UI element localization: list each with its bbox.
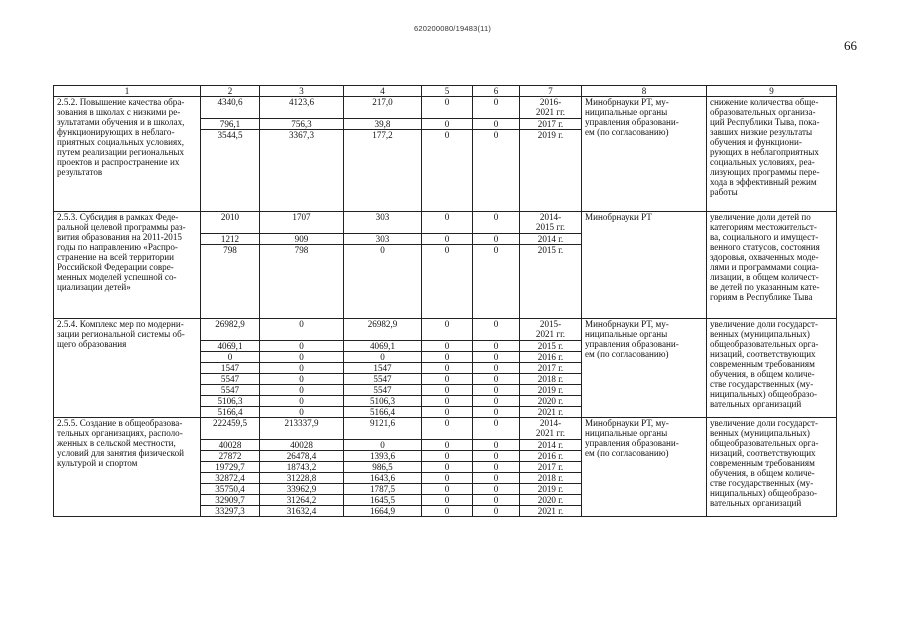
expected-result: увеличение доли государст- венных (муниципальных) общеобразовательных орга- низаций, соответствующих современным требованиям обучения, в общем количе- стве государственных (му- ниципальных) общеобразо- вательных организаций <box>707 418 837 517</box>
value-cell-5: 0 <box>422 495 473 506</box>
value-cell-6: 0 <box>473 374 520 385</box>
value-cell-6: 0 <box>473 319 520 341</box>
value-cell-4: 177,2 <box>344 130 422 212</box>
value-cell-7: 2017 г. <box>520 462 582 473</box>
header-cell: 5 <box>422 86 473 97</box>
measure-name: 2.5.3. Субсидия в рамках Феде- ральной целевой программы раз- вития образования на 2011-2015 годы по направлению «Распро- странение на всей территории Российской Федерации совре- менных моделей успешной со- циализации детей» <box>54 212 201 319</box>
value-cell-3: 0 <box>260 352 344 363</box>
value-cell-6: 0 <box>473 506 520 517</box>
value-cell-4: 1787,5 <box>344 484 422 495</box>
value-cell-7: 2019 г. <box>520 130 582 212</box>
value-cell-6: 0 <box>473 245 520 319</box>
value-cell-3: 0 <box>260 396 344 407</box>
value-cell-5: 0 <box>422 97 473 119</box>
value-cell-6: 0 <box>473 495 520 506</box>
value-cell-5: 0 <box>422 319 473 341</box>
value-cell-4: 1645,5 <box>344 495 422 506</box>
value-cell-2: 35750,4 <box>201 484 260 495</box>
value-cell-7: 2021 г. <box>520 407 582 418</box>
value-cell-2: 40028 <box>201 440 260 451</box>
header-cell: 2 <box>201 86 260 97</box>
value-cell-4: 0 <box>344 440 422 451</box>
value-cell-6: 0 <box>473 418 520 440</box>
value-cell-5: 0 <box>422 484 473 495</box>
value-cell-3: 756,3 <box>260 119 344 130</box>
value-cell-4: 986,5 <box>344 462 422 473</box>
value-cell-2: 27872 <box>201 451 260 462</box>
value-cell-6: 0 <box>473 130 520 212</box>
value-cell-2: 798 <box>201 245 260 319</box>
value-cell-7: 2014- 2021 гг. <box>520 418 582 440</box>
value-cell-4: 303 <box>344 234 422 245</box>
header-cell: 7 <box>520 86 582 97</box>
document-id: 620200080/19483(11) <box>413 24 492 33</box>
value-cell-4: 4069,1 <box>344 341 422 352</box>
value-cell-5: 0 <box>422 385 473 396</box>
value-cell-7: 2016 г. <box>520 451 582 462</box>
expected-result: увеличение доли детей по категориям местожительст- ва, социального и имущест- венного статусов, состояния здоровья, охваченных моде- лями и программами социа- лизации, в общем количест- ве детей по указанным кате- гориям в Республике Тыва <box>707 212 837 319</box>
value-cell-6: 0 <box>473 363 520 374</box>
value-cell-2: 5547 <box>201 385 260 396</box>
value-cell-5: 0 <box>422 212 473 234</box>
value-cell-7: 2020 г. <box>520 495 582 506</box>
value-cell-4: 303 <box>344 212 422 234</box>
value-cell-5: 0 <box>422 341 473 352</box>
value-cell-5: 0 <box>422 506 473 517</box>
value-cell-2: 33297,3 <box>201 506 260 517</box>
value-cell-6: 0 <box>473 212 520 234</box>
value-cell-4: 5547 <box>344 385 422 396</box>
value-cell-5: 0 <box>422 245 473 319</box>
value-cell-2: 1547 <box>201 363 260 374</box>
value-cell-7: 2019 г. <box>520 484 582 495</box>
value-cell-7: 2016- 2021 гг. <box>520 97 582 119</box>
value-cell-6: 0 <box>473 451 520 462</box>
value-cell-7: 2018 г. <box>520 374 582 385</box>
value-cell-5: 0 <box>422 119 473 130</box>
value-cell-2: 1212 <box>201 234 260 245</box>
value-cell-3: 0 <box>260 407 344 418</box>
value-cell-6: 0 <box>473 234 520 245</box>
value-cell-3: 0 <box>260 374 344 385</box>
value-cell-6: 0 <box>473 440 520 451</box>
page-number: 66 <box>844 38 857 53</box>
header-cell: 3 <box>260 86 344 97</box>
value-cell-2: 3544,5 <box>201 130 260 212</box>
program-table <box>53 85 837 517</box>
measure-name: 2.5.5. Создание в общеобразова- тельных организациях, располо- женных в сельской местности, условий для занятия физической культурой и спортом <box>54 418 201 517</box>
executor: Минобрнауки РТ, му- ниципальные органы управления образовани- ем (по согласованию) <box>582 319 707 418</box>
value-cell-3: 31228,8 <box>260 473 344 484</box>
value-cell-2: 32909,7 <box>201 495 260 506</box>
value-cell-3: 26478,4 <box>260 451 344 462</box>
value-cell-2: 5166,4 <box>201 407 260 418</box>
value-cell-6: 0 <box>473 352 520 363</box>
value-cell-7: 2014 г. <box>520 234 582 245</box>
value-cell-5: 0 <box>422 396 473 407</box>
executor: Минобрнауки РТ <box>582 212 707 319</box>
value-cell-3: 0 <box>260 319 344 341</box>
expected-result: увеличение доли государст- венных (муниципальных) общеобразовательных орга- низаций, соответствующих современным требованиям обучения, в общем количе- стве государственных (му- ниципальных) общеобразо- вательных организаций <box>707 319 837 418</box>
value-cell-2: 796,1 <box>201 119 260 130</box>
measure-name: 2.5.2. Повышение качества обра- зования в школах с низкими ре- зультатами обучения и в школах, функционирующих в неблаго- приятных социальных условиях, путем реализации региональных проектов и распространение их результатов <box>54 97 201 212</box>
value-cell-5: 0 <box>422 418 473 440</box>
value-cell-6: 0 <box>473 396 520 407</box>
value-cell-2: 4340,6 <box>201 97 260 119</box>
value-cell-6: 0 <box>473 385 520 396</box>
value-cell-6: 0 <box>473 484 520 495</box>
value-cell-6: 0 <box>473 341 520 352</box>
value-cell-5: 0 <box>422 407 473 418</box>
value-cell-5: 0 <box>422 374 473 385</box>
value-cell-2: 222459,5 <box>201 418 260 440</box>
value-cell-7: 2020 г. <box>520 396 582 407</box>
value-cell-2: 26982,9 <box>201 319 260 341</box>
value-cell-3: 798 <box>260 245 344 319</box>
value-cell-7: 2014 г. <box>520 440 582 451</box>
table-row <box>54 319 837 341</box>
value-cell-7: 2015- 2021 гг. <box>520 319 582 341</box>
value-cell-7: 2018 г. <box>520 473 582 484</box>
value-cell-7: 2015 г. <box>520 245 582 319</box>
value-cell-2: 4069,1 <box>201 341 260 352</box>
value-cell-2: 32872,4 <box>201 473 260 484</box>
value-cell-7: 2021 г. <box>520 506 582 517</box>
value-cell-4: 0 <box>344 245 422 319</box>
value-cell-4: 5106,3 <box>344 396 422 407</box>
value-cell-4: 26982,9 <box>344 319 422 341</box>
value-cell-5: 0 <box>422 473 473 484</box>
value-cell-4: 1547 <box>344 363 422 374</box>
value-cell-2: 2010 <box>201 212 260 234</box>
value-cell-4: 217,0 <box>344 97 422 119</box>
value-cell-5: 0 <box>422 462 473 473</box>
value-cell-4: 1393,6 <box>344 451 422 462</box>
value-cell-3: 909 <box>260 234 344 245</box>
header-cell: 8 <box>582 86 707 97</box>
value-cell-7: 2019 г. <box>520 385 582 396</box>
value-cell-4: 5547 <box>344 374 422 385</box>
header-cell: 4 <box>344 86 422 97</box>
value-cell-3: 0 <box>260 363 344 374</box>
executor: Минобрнауки РТ, му- ниципальные органы управления образовани- ем (по согласованию) <box>582 418 707 517</box>
header-cell: 6 <box>473 86 520 97</box>
value-cell-2: 19729,7 <box>201 462 260 473</box>
value-cell-5: 0 <box>422 363 473 374</box>
value-cell-4: 1664,9 <box>344 506 422 517</box>
value-cell-7: 2014- 2015 гг. <box>520 212 582 234</box>
header-cell: 9 <box>707 86 837 97</box>
value-cell-5: 0 <box>422 352 473 363</box>
table-row <box>54 418 837 440</box>
expected-result: снижение количества обще- образовательных организа- ций Республики Тыва, пока- завших низкие результаты обучения и функциони- рующих в неблагоприятных социальных условиях, реа- лизующих программы пере- хода в эффективный режим работы <box>707 97 837 212</box>
value-cell-3: 40028 <box>260 440 344 451</box>
value-cell-3: 213337,9 <box>260 418 344 440</box>
value-cell-4: 1643,6 <box>344 473 422 484</box>
value-cell-4: 9121,6 <box>344 418 422 440</box>
value-cell-6: 0 <box>473 407 520 418</box>
value-cell-6: 0 <box>473 473 520 484</box>
value-cell-2: 0 <box>201 352 260 363</box>
value-cell-3: 31632,4 <box>260 506 344 517</box>
value-cell-5: 0 <box>422 440 473 451</box>
header-row <box>54 86 837 97</box>
value-cell-6: 0 <box>473 462 520 473</box>
value-cell-6: 0 <box>473 97 520 119</box>
value-cell-3: 0 <box>260 341 344 352</box>
value-cell-5: 0 <box>422 234 473 245</box>
value-cell-3: 18743,2 <box>260 462 344 473</box>
value-cell-4: 0 <box>344 352 422 363</box>
value-cell-5: 0 <box>422 451 473 462</box>
value-cell-2: 5106,3 <box>201 396 260 407</box>
table-row <box>54 97 837 119</box>
value-cell-7: 2016 г. <box>520 352 582 363</box>
value-cell-7: 2017 г. <box>520 119 582 130</box>
value-cell-3: 4123,6 <box>260 97 344 119</box>
value-cell-7: 2017 г. <box>520 363 582 374</box>
value-cell-2: 5547 <box>201 374 260 385</box>
value-cell-6: 0 <box>473 119 520 130</box>
measure-name: 2.5.4. Комплекс мер по модерни- зации региональной системы об- щего образования <box>54 319 201 418</box>
value-cell-7: 2015 г. <box>520 341 582 352</box>
value-cell-3: 31264,2 <box>260 495 344 506</box>
executor: Минобрнауки РТ, му- ниципальные органы управления образовани- ем (по согласованию) <box>582 97 707 212</box>
value-cell-3: 0 <box>260 385 344 396</box>
value-cell-3: 3367,3 <box>260 130 344 212</box>
value-cell-4: 39,8 <box>344 119 422 130</box>
value-cell-5: 0 <box>422 130 473 212</box>
value-cell-4: 5166,4 <box>344 407 422 418</box>
table-row <box>54 212 837 234</box>
header-cell: 1 <box>54 86 201 97</box>
value-cell-3: 33962,9 <box>260 484 344 495</box>
value-cell-3: 1707 <box>260 212 344 234</box>
